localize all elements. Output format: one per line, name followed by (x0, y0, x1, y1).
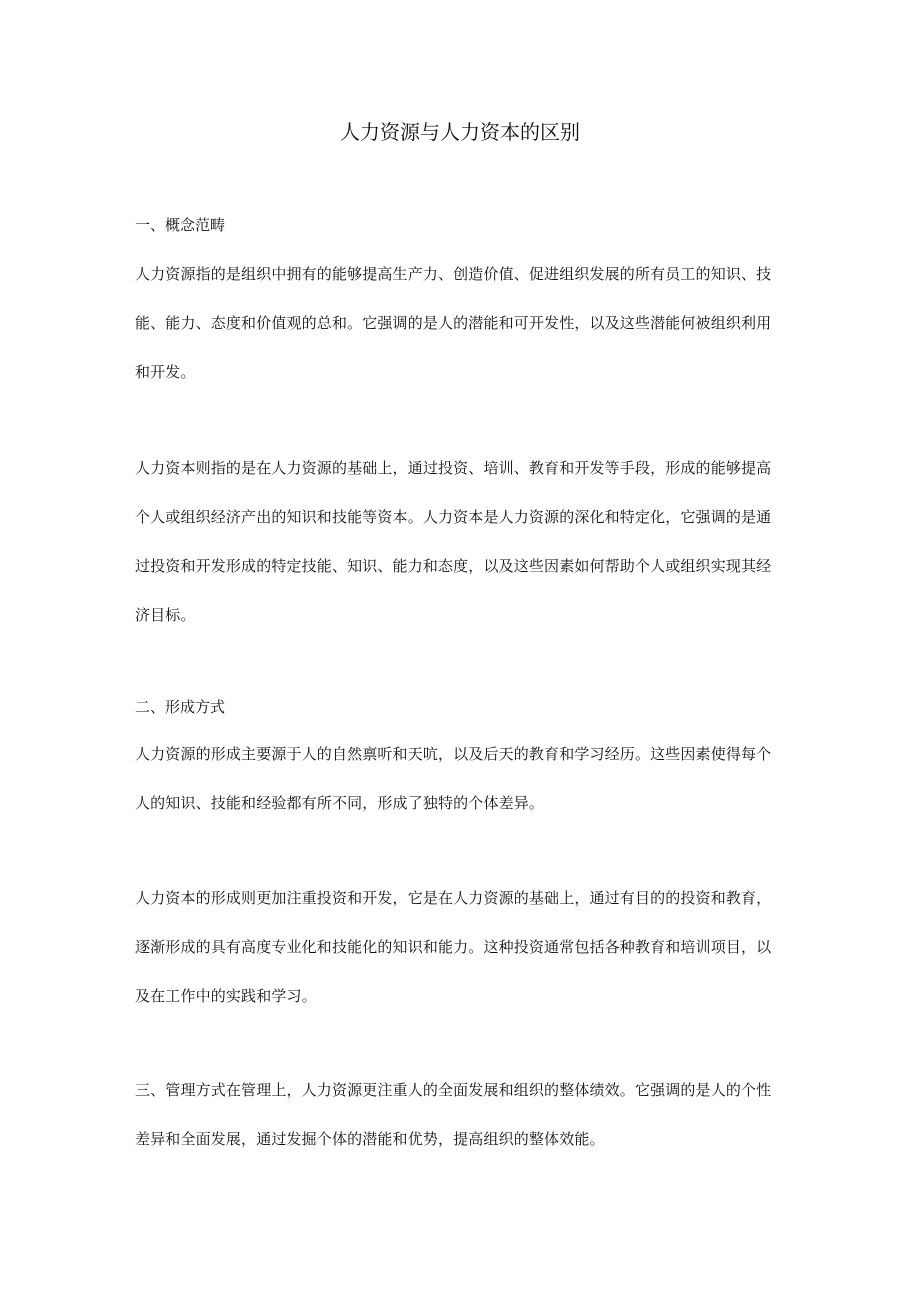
text-line: 能、能力、态度和价值观的总和。它强调的是人的潜能和可开发性，以及这些潜能何被组织利用 (135, 314, 772, 332)
paragraph-human-capital-definition (135, 456, 790, 652)
page-title: 人力资源与人力资本的区别 (340, 120, 580, 144)
text-line: 人的知识、技能和经验都有所不同，形成了独特的个体差异。 (135, 794, 545, 812)
text-line: 三、管理方式在管理上，人力资源更注重人的全面发展和组织的整体绩效。它强调的是人的个性 (135, 1081, 772, 1099)
paragraph-management-approach (135, 1078, 790, 1176)
text-line: 人力资源的形成主要源于人的自然禀听和天吭，以及后天的教育和学习经历。这些因素使得每个 (135, 745, 772, 763)
text-line: 人力资本的形成则更加注重投资和开发，它是在人力资源的基础上，通过有目的的投资和教育， (135, 889, 772, 907)
text-line: 人力资源指的是组织中拥有的能够提高生产力、创造价值、促进组织发展的所有员工的知识、技 (135, 265, 772, 283)
section-heading-concept: 一、概念范畴 (135, 216, 226, 234)
text-line: 人力资本则指的是在人力资源的基础上，通过投资、培训、教育和开发等手段，形成的能够提高 (135, 459, 772, 477)
text-line: 过投资和开发形成的特定技能、知识、能力和态度，以及这些因素如何帮助个人或组织实现其经 (135, 557, 772, 575)
paragraph-human-resources-definition (135, 262, 790, 409)
text-line: 和开发。 (135, 363, 196, 381)
text-line: 逐渐形成的具有高度专业化和技能化的知识和能力。这种投资通常包括各种教育和培训项目，以 (135, 938, 772, 956)
text-line: 差异和全面发展，通过发掘个体的潜能和优势，提高组织的整体效能。 (135, 1130, 605, 1148)
text-line: 个人或组织经济产出的知识和技能等资本。人力资本是人力资源的深化和特定化，它强调的是通 (135, 508, 772, 526)
paragraph-resource-formation (135, 742, 790, 840)
text-line: 及在工作中的实践和学习。 (135, 987, 317, 1005)
text-line: 济目标。 (135, 606, 196, 624)
paragraph-capital-formation (135, 886, 790, 1033)
section-heading-formation: 二、形成方式 (135, 698, 226, 716)
